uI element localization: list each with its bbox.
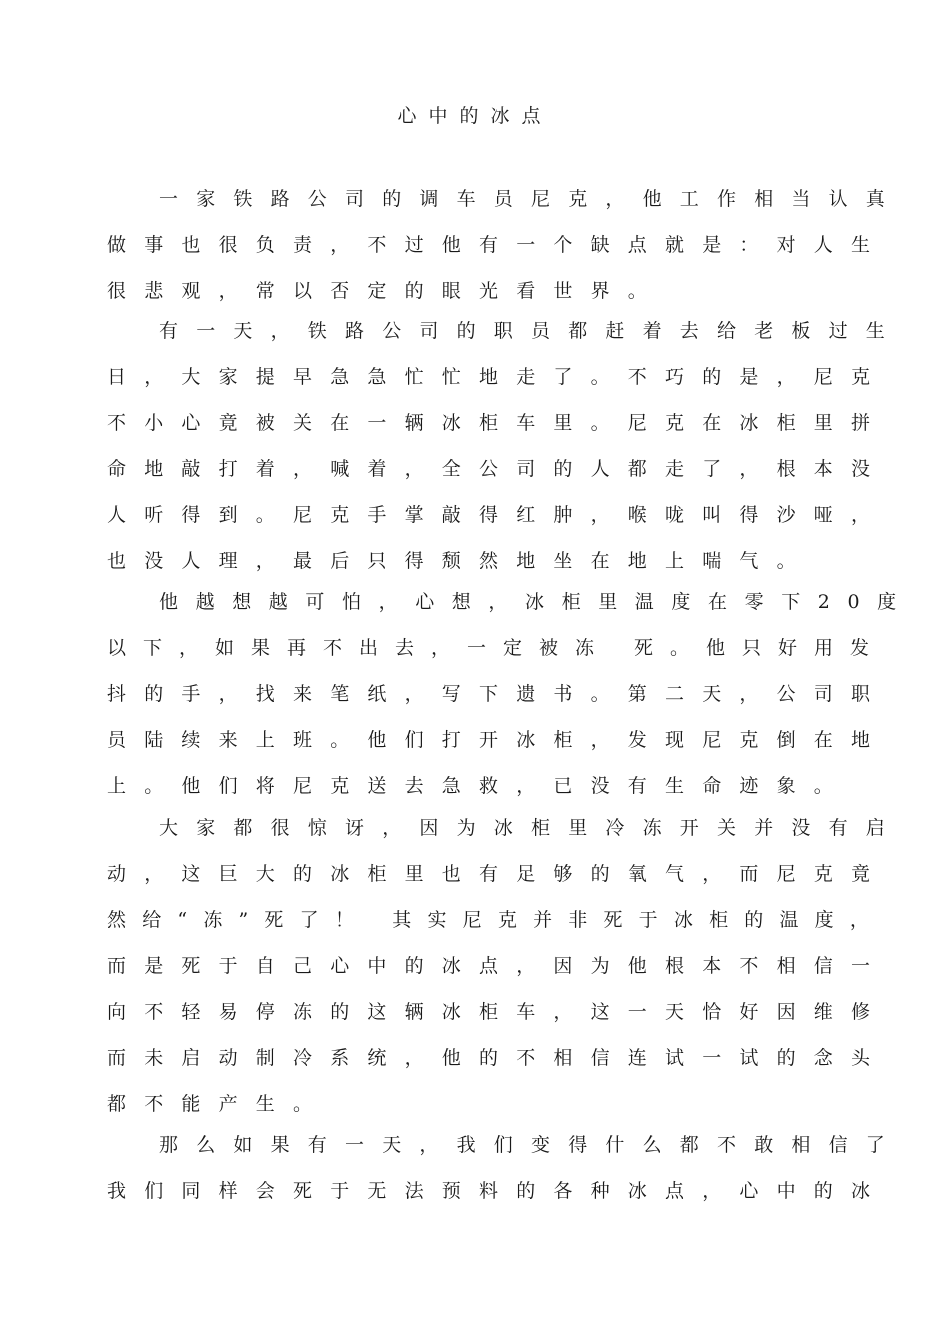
text-line: 以下，如果再不出去，一定被冻 死。他只好用发	[107, 637, 887, 659]
text-line: 也没人理，最后只得颓然地坐在地上喘气。	[107, 550, 814, 572]
text-line: 大家都很惊讶，因为冰柜里冷冻开关并没有启	[159, 817, 904, 839]
text-line: 上。他们将尼克送去急救，已没有生命迹象。	[107, 775, 852, 797]
text-line: 而未启动制冷系统，他的不相信连试一试的念头	[107, 1047, 889, 1069]
text-line: 都不能产生。	[107, 1093, 331, 1115]
text-line: 一家铁路公司的调车员尼克，他工作相当认真	[159, 188, 904, 210]
text-line: 我们同样会死于无法预料的各种冰点，心中的冰	[107, 1180, 889, 1202]
text-line: 而是死于自己心中的冰点，因为他根本不相信一	[107, 955, 889, 977]
text-line: 向不轻易停冻的这辆冰柜车，这一天恰好因维修	[107, 1001, 889, 1023]
text-line: 有一天，铁路公司的职员都赶着去给老板过生	[159, 320, 904, 342]
text-line: 那么如果有一天，我们变得什么都不敢相信了	[159, 1134, 904, 1156]
text-line: 员陆续来上班。他们打开冰柜，发现尼克倒在地	[107, 729, 889, 751]
text-line: 然给“冻”死了！ 其实尼克并非死于冰柜的温度，	[107, 909, 886, 931]
text-line: 日，大家提早急急忙忙地走了。不巧的是，尼克	[107, 366, 889, 388]
text-line: 不小心竟被关在一辆冰柜车里。尼克在冰柜里拼	[107, 412, 889, 434]
text-line: 动，这巨大的冰柜里也有足够的氧气，而尼克竟	[107, 863, 889, 885]
text-line: 人听得到。尼克手掌敲得红肿，喉咙叫得沙哑，	[107, 504, 889, 526]
text-line: 很悲观，常以否定的眼光看世界。	[107, 280, 666, 302]
text-line: 命地敲打着，喊着，全公司的人都走了，根本没	[107, 458, 889, 480]
page-title: 心中的冰点	[397, 105, 553, 127]
text-line: 抖的手，找来笔纸，写下遗书。第二天，公司职	[107, 683, 889, 705]
text-line: 他越想越可怕，心想，冰柜里温度在零下20度	[159, 591, 914, 613]
text-line: 做事也很负责，不过他有一个缺点就是：对人生	[107, 234, 889, 256]
